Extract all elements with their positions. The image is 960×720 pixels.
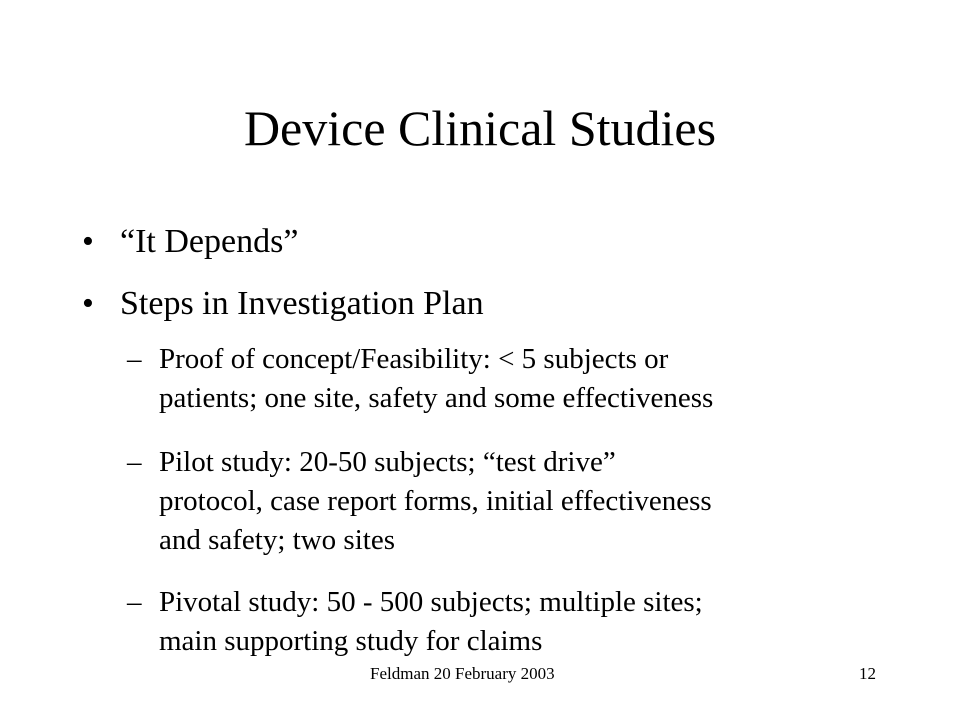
sub-bullet-text: Pilot study: 20-50 subjects; “test drive” protocol, case report forms, initial effectiveness and safety; two sites bbox=[159, 446, 712, 556]
bullet-marker: • bbox=[82, 223, 94, 260]
sub-bullet-text: Proof of concept/Feasibility: < 5 subjects or patients; one site, safety and some effectiveness bbox=[159, 343, 714, 414]
sub-bullet-item bbox=[127, 583, 897, 661]
sub-bullet-text: Pivotal study: 50 - 500 subjects; multiple sites; main supporting study for claims bbox=[159, 586, 703, 657]
bullet-marker: • bbox=[82, 285, 94, 322]
sub-bullet-marker: – bbox=[127, 586, 142, 618]
sub-bullet-marker: – bbox=[127, 446, 142, 478]
sub-bullet-item bbox=[127, 443, 897, 560]
bullet-text: Steps in Investigation Plan bbox=[120, 285, 484, 322]
sub-bullet-item bbox=[127, 340, 897, 418]
sub-bullet-marker: – bbox=[127, 343, 142, 375]
bullet-item bbox=[82, 284, 484, 324]
slide-title: Device Clinical Studies bbox=[243, 100, 717, 156]
bullet-item bbox=[82, 222, 298, 262]
footer-author-date: Feldman 20 February 2003 bbox=[370, 664, 555, 683]
bullet-text: “It Depends” bbox=[120, 223, 299, 260]
slide-number: 12 bbox=[859, 664, 876, 683]
